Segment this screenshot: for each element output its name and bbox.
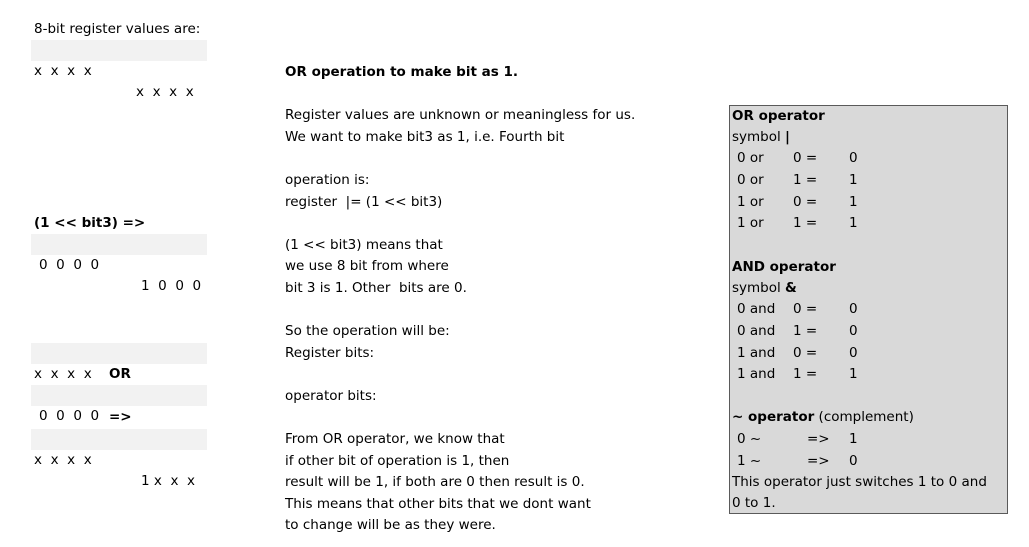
or-symbol-label: symbol — [732, 129, 786, 145]
text-line: So the operation will be: — [285, 323, 450, 339]
or-symbol: | — [785, 129, 790, 145]
text-line: register |= (1 << bit3) — [285, 194, 443, 210]
not-description-line: This operator just switches 1 to 0 and — [732, 474, 987, 490]
result-row — [31, 429, 207, 489]
text-line: Register bits: — [285, 345, 375, 361]
text-line: if other bit of operation is 1, then — [285, 453, 510, 469]
result-low: 1 x x x — [141, 473, 196, 489]
not-operator-title-line — [732, 407, 914, 427]
register-low-nibble: x x x x — [136, 84, 194, 100]
operand-a-high: x x x x — [34, 366, 92, 382]
text-line: to change will be as they were. — [285, 517, 496, 533]
or-label: OR — [109, 366, 131, 382]
arrow-label: => — [109, 409, 132, 425]
page-heading: OR operation to make bit as 1. — [285, 64, 518, 80]
not-operator-note: (complement) — [814, 409, 914, 425]
and-symbol-label: symbol — [732, 280, 786, 296]
and-symbol-line — [732, 278, 797, 298]
not-operator-title: ~ operator — [732, 409, 815, 425]
text-line: result will be 1, if both are 0 then result is 0. — [285, 474, 585, 490]
shift-value-row — [31, 234, 207, 294]
register-title: 8-bit register values are: — [34, 21, 201, 37]
text-line: Register values are unknown or meaningless for us. — [285, 107, 636, 123]
text-line: we use 8 bit from where — [285, 258, 449, 274]
shift-high-nibble: 0 0 0 0 — [39, 257, 100, 273]
text-line: We want to make bit3 as 1, i.e. Fourth bit — [285, 129, 565, 145]
not-description-line: 0 to 1. — [732, 495, 776, 511]
and-symbol: & — [785, 280, 797, 296]
register-high-nibble: x x x x — [34, 63, 92, 79]
register-row — [31, 40, 207, 100]
shift-label: (1 << bit3) => — [34, 215, 146, 231]
text-line: operator bits: — [285, 388, 377, 404]
result-high: x x x x — [34, 452, 92, 468]
shift-low-nibble: 1 0 0 0 — [141, 278, 202, 294]
text-line: From OR operator, we know that — [285, 431, 505, 447]
text-line: bit 3 is 1. Other bits are 0. — [285, 280, 467, 296]
text-line: This means that other bits that we dont want — [285, 496, 591, 512]
and-operator-title: AND operator — [732, 259, 836, 275]
operand-b-row — [31, 385, 207, 424]
or-symbol-line — [732, 127, 790, 147]
text-line: operation is: — [285, 172, 370, 188]
text-line: (1 << bit3) means that — [285, 237, 443, 253]
or-operator-title: OR operator — [732, 108, 825, 124]
operand-b-high: 0 0 0 0 — [39, 408, 100, 424]
